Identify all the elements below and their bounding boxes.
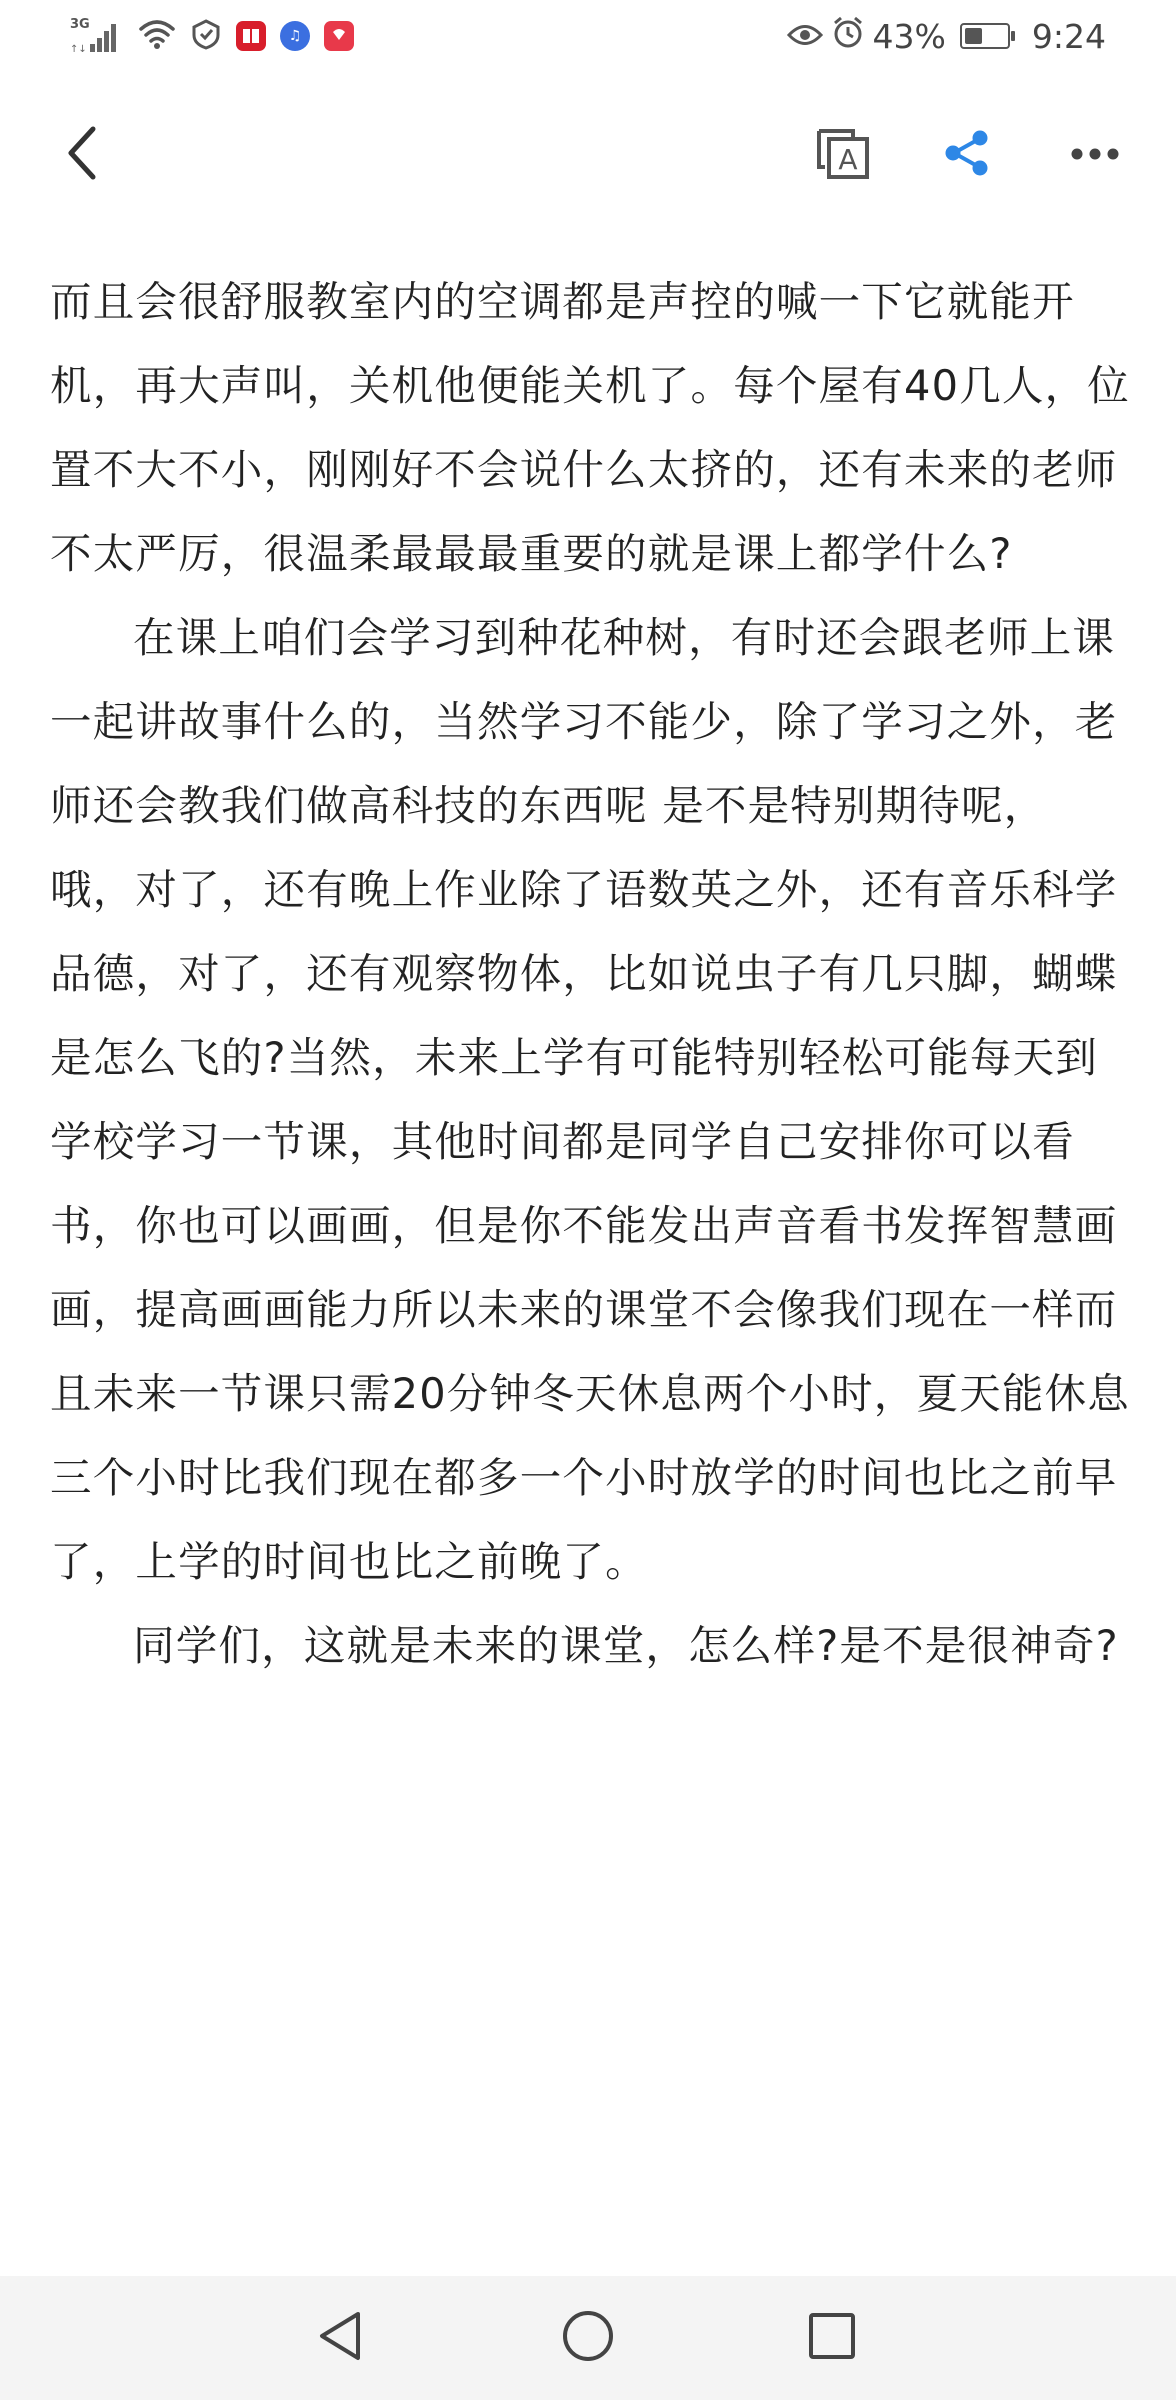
article-paragraph-1: 而且会很舒服教室内的空调都是声控的喊一下它就能开机，再大声叫，关机他便能关机了。每个屋有40几人，位置不大不小，刚刚好不会说什么太挤的，还有未来的老师不太严厉，很温柔最最最重要的就是课上都学什么? xyxy=(50,277,1130,578)
nav-recents-button[interactable] xyxy=(792,2298,872,2378)
status-bar xyxy=(0,0,1176,72)
more-icon xyxy=(1070,146,1120,165)
more-button[interactable] xyxy=(1040,100,1150,210)
back-triangle-icon xyxy=(314,2308,366,2368)
top-toolbar xyxy=(0,100,1176,210)
network-type-label: 3G xyxy=(70,17,90,32)
status-left-icons xyxy=(68,14,354,58)
music-app-icon: ♫ xyxy=(280,21,310,51)
translate-icon xyxy=(813,123,873,187)
article-paragraph-3: 同学们，这就是未来的课堂，怎么样?是不是很神奇? xyxy=(133,1621,1119,1670)
notes-app-icon xyxy=(236,21,266,51)
nav-home-button[interactable] xyxy=(548,2298,628,2378)
battery-level xyxy=(965,28,982,44)
svg-text:A: A xyxy=(838,143,858,176)
back-arrow-icon xyxy=(63,123,103,187)
huawei-app-icon xyxy=(324,21,354,51)
nav-back-button[interactable] xyxy=(300,2298,380,2378)
article-paragraph-2: 在课上咱们会学习到种花种树，有时还会跟老师上课一起讲故事什么的，当然学习不能少，除了学习之外，老师还会教我们做高科技的东西呢 是不是特别期待呢， 哦，对了，还有晚上作业除了语数英之外，还有音乐科学品德，对了，还有观察物体，比如说虫子有几只脚，蝴蝶是怎么飞的?当然，未来上学有可能特别轻松可能每天到学校学习一节课，其他时间都是同学自己安排你可以看书，你也可以画画，但是你不能发出声音看书发挥智慧画画，提高画画能力所以未来的课堂不会像我们现在一样而且未来一节课只需20分钟冬天休息两个小时，夏天能休息三个小时比我们现在都多一个小时放学的时间也比之前早了，上学的时间也比之前晚了。 xyxy=(50,613,1130,1586)
translate-button[interactable] xyxy=(788,100,898,210)
shield-icon xyxy=(190,18,222,54)
battery-icon xyxy=(960,23,1010,49)
share-button[interactable] xyxy=(912,100,1022,210)
clock-time: 9:24 xyxy=(1031,16,1106,56)
home-circle-icon xyxy=(560,2308,616,2368)
signal-icon xyxy=(68,16,124,56)
recents-square-icon xyxy=(804,2308,860,2368)
eye-icon xyxy=(787,17,823,56)
share-icon xyxy=(942,128,992,182)
alarm-icon xyxy=(831,15,865,57)
article-content xyxy=(50,220,1130,2020)
battery-percent: 43% xyxy=(872,16,946,56)
system-nav-bar xyxy=(0,2276,1176,2400)
svg-text:↑↓: ↑↓ xyxy=(70,44,87,55)
status-right xyxy=(787,14,1106,58)
wifi-icon xyxy=(138,18,176,54)
back-button[interactable] xyxy=(28,100,138,210)
